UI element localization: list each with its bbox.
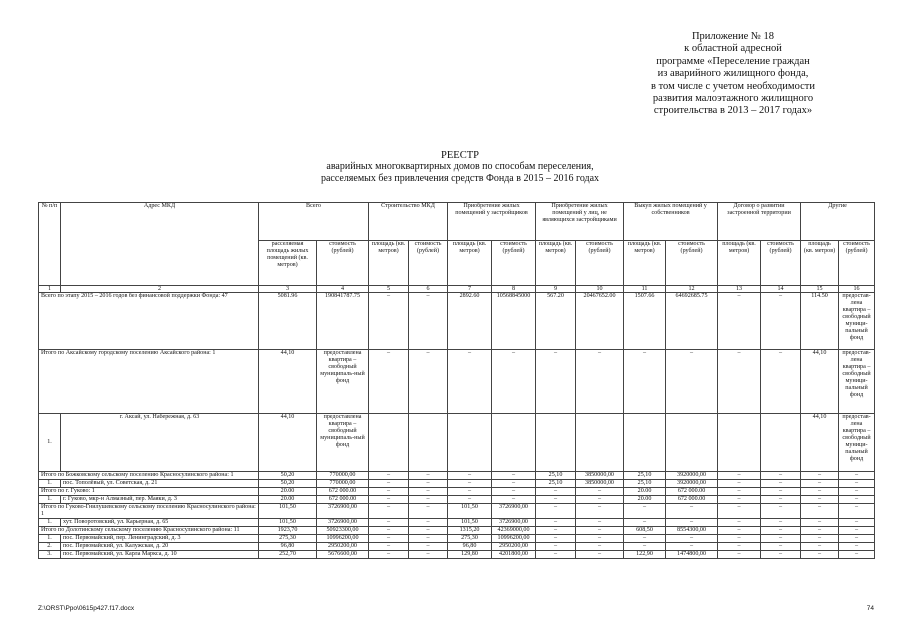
cell: 3850000,00	[576, 480, 624, 488]
cell: 50,20	[259, 472, 317, 480]
header-buyout: Выкуп жилых помещений у собственников	[624, 203, 718, 241]
cell: –	[761, 551, 801, 559]
col-number: 13	[718, 286, 761, 293]
col-number: 10	[576, 286, 624, 293]
row-number: 1.	[39, 535, 61, 543]
cell: 252,70	[259, 551, 317, 559]
cell: –	[761, 527, 801, 535]
subheader-cost: стоимость (рублей)	[492, 241, 536, 286]
cell: –	[666, 519, 718, 527]
cell: –	[801, 480, 839, 488]
subheader-cost: стоимость (рублей)	[761, 241, 801, 286]
row-address: г. Аксай, ул. Набережная, д. 63	[61, 414, 259, 472]
cell: –	[492, 480, 536, 488]
row-number: 1.	[39, 480, 61, 488]
cell: 3920000,00	[666, 472, 718, 480]
row-address: пос. Первомайский, ул. Карла Маркса, д. 10	[61, 551, 259, 559]
cell: –	[624, 535, 666, 543]
cell: 25,10	[624, 472, 666, 480]
table-row	[39, 480, 875, 488]
table-row	[39, 496, 875, 504]
subheader-cost: стоимость (рублей)	[409, 241, 448, 286]
cell: 101,50	[448, 504, 492, 519]
col-number: 9	[536, 286, 576, 293]
cell: 96,80	[259, 543, 317, 551]
cell: 672 000.00	[666, 488, 718, 496]
cell: 20.00	[624, 496, 666, 504]
cell: –	[718, 496, 761, 504]
cell: 10996200,00	[317, 535, 369, 543]
cell: –	[624, 543, 666, 551]
cell: –	[761, 472, 801, 480]
cell: –	[839, 488, 875, 496]
cell: –	[536, 504, 576, 519]
header-address: Адрес МКД	[61, 203, 259, 286]
cell: –	[536, 535, 576, 543]
cell: –	[409, 293, 448, 350]
subheader-cost: стоимость (рублей)	[576, 241, 624, 286]
cell	[761, 414, 801, 472]
cell: –	[576, 488, 624, 496]
cell: –	[576, 543, 624, 551]
cell: 672 000.00	[317, 488, 369, 496]
header-no: № п/п	[39, 203, 61, 286]
cell: –	[761, 480, 801, 488]
subheader-area: площадь (кв. метров)	[624, 241, 666, 286]
row-number: 3.	[39, 551, 61, 559]
row-label: Всего по этапу 2015 – 2016 годов без финансовой поддержки Фонда: 47	[39, 293, 259, 350]
cell: предостав-лена квартира – свободный муници-пальный фонд	[839, 414, 875, 472]
subheader-cost: стоимость (рублей)	[317, 241, 369, 286]
col-number: 15	[801, 286, 839, 293]
cell: 101,50	[259, 519, 317, 527]
cell: –	[801, 496, 839, 504]
cell: 5081.96	[259, 293, 317, 350]
subheader-area: площадь (кв. метров)	[536, 241, 576, 286]
cell: 1474800,00	[666, 551, 718, 559]
cell: –	[536, 519, 576, 527]
registry-table	[38, 202, 875, 559]
cell	[536, 414, 576, 472]
cell: 42369000,00	[492, 527, 536, 535]
col-number: 8	[492, 286, 536, 293]
row-address: хут. Поворотовский, ул. Карьерная, д. 65	[61, 519, 259, 527]
col-number: 6	[409, 286, 448, 293]
cell: –	[369, 472, 409, 480]
cell: –	[536, 543, 576, 551]
appendix-line: к областной адресной	[684, 43, 782, 55]
cell: –	[718, 527, 761, 535]
row-label: Итого по Божковскому сельскому поселению Красносулинского района: 1	[39, 472, 259, 480]
subheader-area: площадь (кв. метров)	[801, 241, 839, 286]
col-number: 16	[839, 286, 875, 293]
cell: –	[576, 551, 624, 559]
cell: 672 000.00	[317, 496, 369, 504]
cell: –	[839, 480, 875, 488]
cell: –	[718, 293, 761, 350]
cell: –	[839, 551, 875, 559]
cell	[576, 414, 624, 472]
cell: –	[369, 535, 409, 543]
cell: –	[576, 350, 624, 414]
cell: 44,10	[801, 414, 839, 472]
cell: –	[492, 488, 536, 496]
cell: –	[536, 496, 576, 504]
row-label: Итого по Аксайскому городскому поселению Аксайского района: 1	[39, 350, 259, 414]
cell: предоставлена квартира – свободный муниципаль-ный фонд	[317, 350, 369, 414]
cell: –	[666, 350, 718, 414]
cell: –	[536, 551, 576, 559]
cell: –	[536, 527, 576, 535]
cell: –	[761, 496, 801, 504]
cell: 3726900,00	[317, 504, 369, 519]
table-row	[39, 543, 875, 551]
cell: –	[718, 488, 761, 496]
col-number: 14	[761, 286, 801, 293]
cell: 672 000.00	[666, 496, 718, 504]
col-number: 3	[259, 286, 317, 293]
cell: –	[666, 504, 718, 519]
appendix-line: из аварийного жилищного фонда,	[657, 68, 809, 80]
cell: –	[492, 350, 536, 414]
cell: –	[448, 488, 492, 496]
page-number: 74	[866, 605, 874, 612]
cell	[666, 414, 718, 472]
file-path: Z:\ORST\Ppo\0615p427.f17.docx	[38, 605, 135, 612]
cell: –	[801, 504, 839, 519]
cell: –	[409, 551, 448, 559]
cell: –	[801, 551, 839, 559]
cell: 3726900,00	[492, 519, 536, 527]
cell: –	[761, 504, 801, 519]
cell: предостав-лена квартира – свободный муници-пальный фонд	[839, 293, 875, 350]
cell: 275,30	[448, 535, 492, 543]
cell: –	[666, 535, 718, 543]
table-row	[39, 414, 875, 472]
table-row	[39, 551, 875, 559]
cell: –	[369, 519, 409, 527]
col-number: 5	[369, 286, 409, 293]
cell: –	[409, 527, 448, 535]
title-subline: аварийных многоквартирных домов по способам переселения,	[326, 161, 594, 173]
cell: –	[839, 496, 875, 504]
cell: –	[576, 519, 624, 527]
row-number: 2.	[39, 543, 61, 551]
cell: 44,10	[801, 350, 839, 414]
row-label: Итого по г. Гуково: 1	[39, 488, 259, 496]
cell	[718, 414, 761, 472]
cell: –	[409, 480, 448, 488]
row-label: Итого по Гуково-Гнилушевскому сельскому поселению Красносулинского района: 1	[39, 504, 259, 519]
cell: –	[801, 472, 839, 480]
cell: –	[839, 543, 875, 551]
header-total: Всего	[259, 203, 369, 241]
cell: 44,10	[259, 414, 317, 472]
subheader-cost: стоимость (рублей)	[839, 241, 875, 286]
cell: –	[369, 293, 409, 350]
cell: –	[536, 488, 576, 496]
cell: –	[409, 496, 448, 504]
cell: 8554300,00	[666, 527, 718, 535]
row-label: Итого по Долотинскому сельскому поселению Красносулинского района: 11	[39, 527, 259, 535]
cell: 275,30	[259, 535, 317, 543]
cell: –	[448, 350, 492, 414]
cell: –	[839, 519, 875, 527]
row-address: пос. Первомайский, пер. Ленинградский, д. 3	[61, 535, 259, 543]
cell: 3850000,00	[576, 472, 624, 480]
appendix-note	[603, 31, 863, 118]
cell	[409, 414, 448, 472]
cell: 114.50	[801, 293, 839, 350]
cell: 3920000,00	[666, 480, 718, 488]
cell: 608,50	[624, 527, 666, 535]
cell: –	[801, 535, 839, 543]
cell: –	[839, 504, 875, 519]
table-row	[39, 527, 875, 535]
cell: –	[536, 350, 576, 414]
cell: –	[448, 480, 492, 488]
cell: 567.20	[536, 293, 576, 350]
table-row	[39, 488, 875, 496]
cell: –	[718, 480, 761, 488]
header-acq-nondevelopers: Приобретение жилых помещений у лиц, не являющихся застройщиками	[536, 203, 624, 241]
col-number: 11	[624, 286, 666, 293]
cell: –	[666, 543, 718, 551]
cell: –	[409, 488, 448, 496]
cell	[369, 414, 409, 472]
cell: –	[409, 504, 448, 519]
cell: –	[369, 543, 409, 551]
col-number: 7	[448, 286, 492, 293]
cell: –	[801, 527, 839, 535]
appendix-line: строительства в 2013 – 2017 годах»	[653, 105, 813, 117]
appendix-line: развития малоэтажного жилищного	[652, 93, 814, 105]
cell: 10568845000	[492, 293, 536, 350]
cell: 5676600,00	[317, 551, 369, 559]
cell: 101,50	[448, 519, 492, 527]
cell: 25,10	[624, 480, 666, 488]
cell: 96,80	[448, 543, 492, 551]
header-other: Другие	[801, 203, 875, 241]
cell: –	[492, 496, 536, 504]
cell: –	[718, 535, 761, 543]
cell: –	[448, 496, 492, 504]
cell: 64692685.75	[666, 293, 718, 350]
document-title	[250, 150, 670, 184]
row-number: 1.	[39, 519, 61, 527]
cell: 129,80	[448, 551, 492, 559]
header-acq-developers: Приобретение жилых помещений у застройщиков	[448, 203, 536, 241]
cell: –	[576, 504, 624, 519]
subheader-cost: стоимость (рублей)	[666, 241, 718, 286]
cell: –	[409, 543, 448, 551]
cell: –	[761, 350, 801, 414]
cell: 770000,00	[317, 480, 369, 488]
cell: 101,50	[259, 504, 317, 519]
cell: 2892.60	[448, 293, 492, 350]
cell: –	[369, 527, 409, 535]
cell: предостав-лена квартира – свободный муници-пальный фонд	[839, 350, 875, 414]
column-number-row	[39, 286, 875, 293]
col-number: 1	[39, 286, 61, 293]
subheader-area: площадь (кв. метров)	[718, 241, 761, 286]
row-address: г. Гуково, мкр-н Алмазный, пер. Маяки, д. 3	[61, 496, 259, 504]
cell: 10996200,00	[492, 535, 536, 543]
header-agreement: Договор о развитии застроенной территории	[718, 203, 801, 241]
cell: 50,20	[259, 480, 317, 488]
cell: –	[761, 535, 801, 543]
cell: –	[409, 472, 448, 480]
cell: –	[761, 543, 801, 551]
row-number: 1.	[39, 414, 61, 472]
cell: –	[839, 535, 875, 543]
col-number: 4	[317, 286, 369, 293]
cell: –	[409, 535, 448, 543]
cell: 20.00	[259, 496, 317, 504]
cell: 1507.66	[624, 293, 666, 350]
cell: –	[369, 551, 409, 559]
cell: –	[839, 527, 875, 535]
cell: 190841787.75	[317, 293, 369, 350]
title-heading: РЕЕСТР	[441, 150, 479, 161]
cell: 122,90	[624, 551, 666, 559]
cell: 25,10	[536, 472, 576, 480]
cell: –	[369, 504, 409, 519]
cell: 1923,70	[259, 527, 317, 535]
cell: –	[718, 543, 761, 551]
cell: –	[448, 472, 492, 480]
cell: 2950200,00	[492, 543, 536, 551]
subheader-area: расселяемая площадь жилых помещений (кв. метров)	[259, 241, 317, 286]
cell: 44,10	[259, 350, 317, 414]
cell: 50923300,00	[317, 527, 369, 535]
cell: 3726900,00	[492, 504, 536, 519]
cell: –	[576, 527, 624, 535]
cell: предоставлена квартира – свободный муниципаль-ный фонд	[317, 414, 369, 472]
cell: –	[761, 488, 801, 496]
col-number: 2	[61, 286, 259, 293]
cell: –	[761, 293, 801, 350]
cell	[448, 414, 492, 472]
cell: –	[576, 535, 624, 543]
appendix-line: программе «Переселение граждан	[656, 55, 810, 67]
table-row	[39, 519, 875, 527]
cell: –	[624, 350, 666, 414]
table-row	[39, 535, 875, 543]
cell: –	[409, 519, 448, 527]
cell: 20467652.00	[576, 293, 624, 350]
cell: –	[839, 472, 875, 480]
cell: –	[624, 504, 666, 519]
cell: –	[761, 519, 801, 527]
subheader-area: площадь (кв. метров)	[448, 241, 492, 286]
cell: –	[718, 472, 761, 480]
cell: –	[624, 519, 666, 527]
cell: –	[369, 480, 409, 488]
appendix-line: в том числе с учетом необходимости	[651, 80, 815, 92]
cell: 20.00	[624, 488, 666, 496]
table-row	[39, 293, 875, 350]
row-address: пос. Первомайский, ул. Калужская, д. 20	[61, 543, 259, 551]
title-subline: расселяемых без привлечения средств Фонда в 2015 – 2016 годах	[320, 172, 600, 184]
table-row	[39, 472, 875, 480]
cell: –	[492, 472, 536, 480]
cell: –	[718, 350, 761, 414]
row-address: пос. Тополёвый, ул. Советская, д. 21	[61, 480, 259, 488]
subheader-area: площадь (кв. метров)	[369, 241, 409, 286]
cell: –	[801, 519, 839, 527]
header-row	[39, 203, 875, 241]
cell: 3726900,00	[317, 519, 369, 527]
cell: –	[801, 488, 839, 496]
cell: –	[801, 543, 839, 551]
cell: –	[718, 504, 761, 519]
cell: 2950200,00	[317, 543, 369, 551]
cell: 20.00	[259, 488, 317, 496]
cell: 25,10	[536, 480, 576, 488]
cell: –	[369, 488, 409, 496]
cell: 1315,20	[448, 527, 492, 535]
header-construction: Строительство МКД	[369, 203, 448, 241]
cell	[492, 414, 536, 472]
cell: –	[718, 519, 761, 527]
cell: –	[369, 350, 409, 414]
cell: –	[369, 496, 409, 504]
cell: –	[576, 496, 624, 504]
cell	[624, 414, 666, 472]
cell: 4201800,00	[492, 551, 536, 559]
cell: –	[409, 350, 448, 414]
table-row	[39, 350, 875, 414]
appendix-line: Приложение № 18	[691, 31, 775, 42]
cell: 770000,00	[317, 472, 369, 480]
cell: –	[718, 551, 761, 559]
table-row	[39, 504, 875, 519]
row-number: 1.	[39, 496, 61, 504]
col-number: 12	[666, 286, 718, 293]
